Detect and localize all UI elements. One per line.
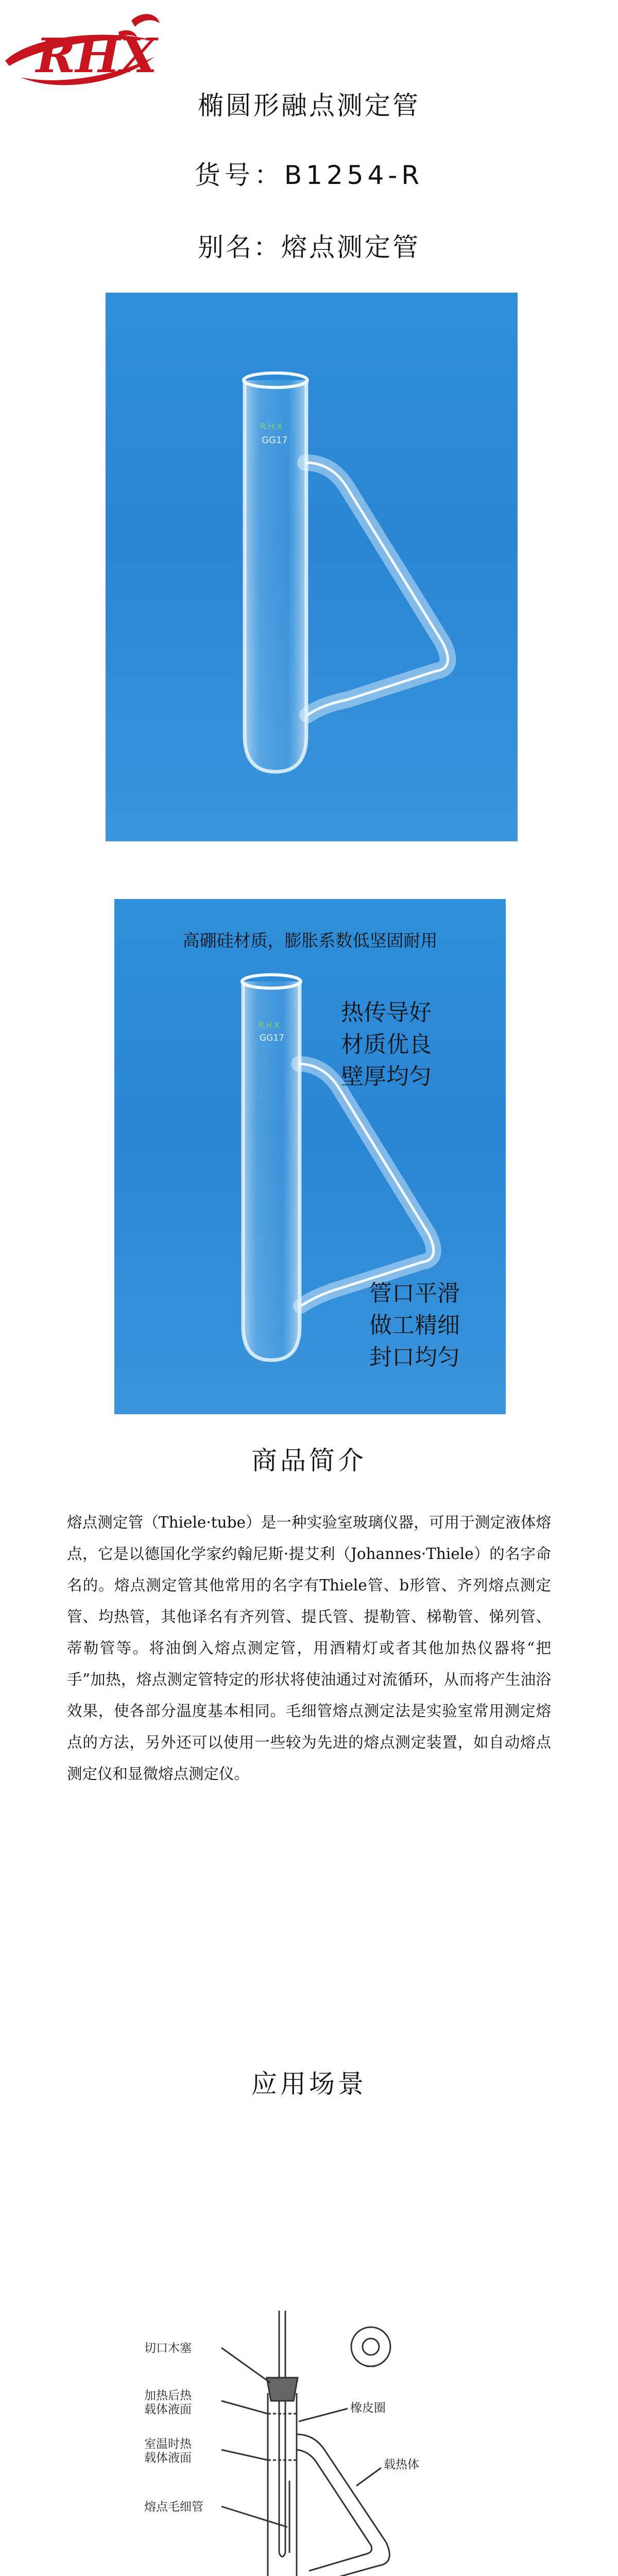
feature-item: 做工精细 [369, 1312, 460, 1338]
feature-item: 壁厚均匀 [341, 1063, 432, 1090]
scene-heading: 应用场景 [251, 2069, 367, 2099]
label-cork: 切口木塞 [144, 2342, 192, 2355]
item-number: 货号：B1254-R [194, 160, 424, 190]
label-room-level-1: 室温时热 [144, 2437, 192, 2451]
label-heated-level-2: 载体液面 [144, 2403, 192, 2416]
product-alias: 别名：熔点测定管 [198, 232, 420, 262]
label-carrier: 载热体 [384, 2458, 419, 2471]
intro-text: 熔点测定管（Thiele·tube）是一种实验室玻璃仪器，可用于测定液体熔点，它是以德国化学家约翰尼斯·提艾利（Johannes·Thiele）的名字命名的。熔点测定管其他常用的名字有Thiele管、b形管、齐列熔点测定管、均热管，其他译名有齐列管、提氏管、提勒管、梯勒管、悌列管、蒂勒管等。将油倒入熔点测定管，用酒精灯或者其他加热仪器将“把手”加热，熔点测定管特定的形状将使油通过对流循环，从而将产生油浴效果，使各部分温度基本相同。毛细管熔点测定法是实验室常用测定熔点的方法，另外还可以使用一些较为先进的熔点测定装置，如自动熔点测定仪和显微熔点测定仪。 [67, 1514, 551, 1783]
svg-text:R.H.X: R.H.X [260, 421, 283, 431]
material-headline: 高硼硅材质，膨胀系数低坚固耐用 [182, 930, 438, 951]
feature-photo [114, 899, 506, 1414]
label-rubber-ring: 橡皮圈 [350, 2401, 386, 2415]
label-capillary: 熔点毛细管 [144, 2500, 203, 2514]
label-heated-level-1: 加热后热 [144, 2389, 192, 2402]
intro-heading: 商品简介 [251, 1446, 367, 1476]
tube-mark: GG17 [260, 1033, 284, 1043]
feature-list-bottom [369, 1278, 503, 1374]
label-room-level-2: 载体液面 [144, 2451, 192, 2465]
feature-item: 热传导好 [341, 999, 432, 1026]
product-title: 椭圆形融点测定管 [198, 91, 420, 121]
svg-text:R.H.X: R.H.X [259, 1021, 280, 1030]
feature-item: 材质优良 [341, 1031, 432, 1058]
feature-list-right [341, 997, 495, 1093]
tube-mark: GG17 [262, 435, 288, 446]
product-photo [106, 293, 518, 841]
apparatus-diagram [144, 2311, 484, 2576]
feature-item: 封口均匀 [369, 1344, 460, 1370]
intro-description [67, 1507, 551, 1935]
feature-item: 管口平滑 [369, 1280, 460, 1307]
logo-text: RHX [36, 28, 157, 83]
